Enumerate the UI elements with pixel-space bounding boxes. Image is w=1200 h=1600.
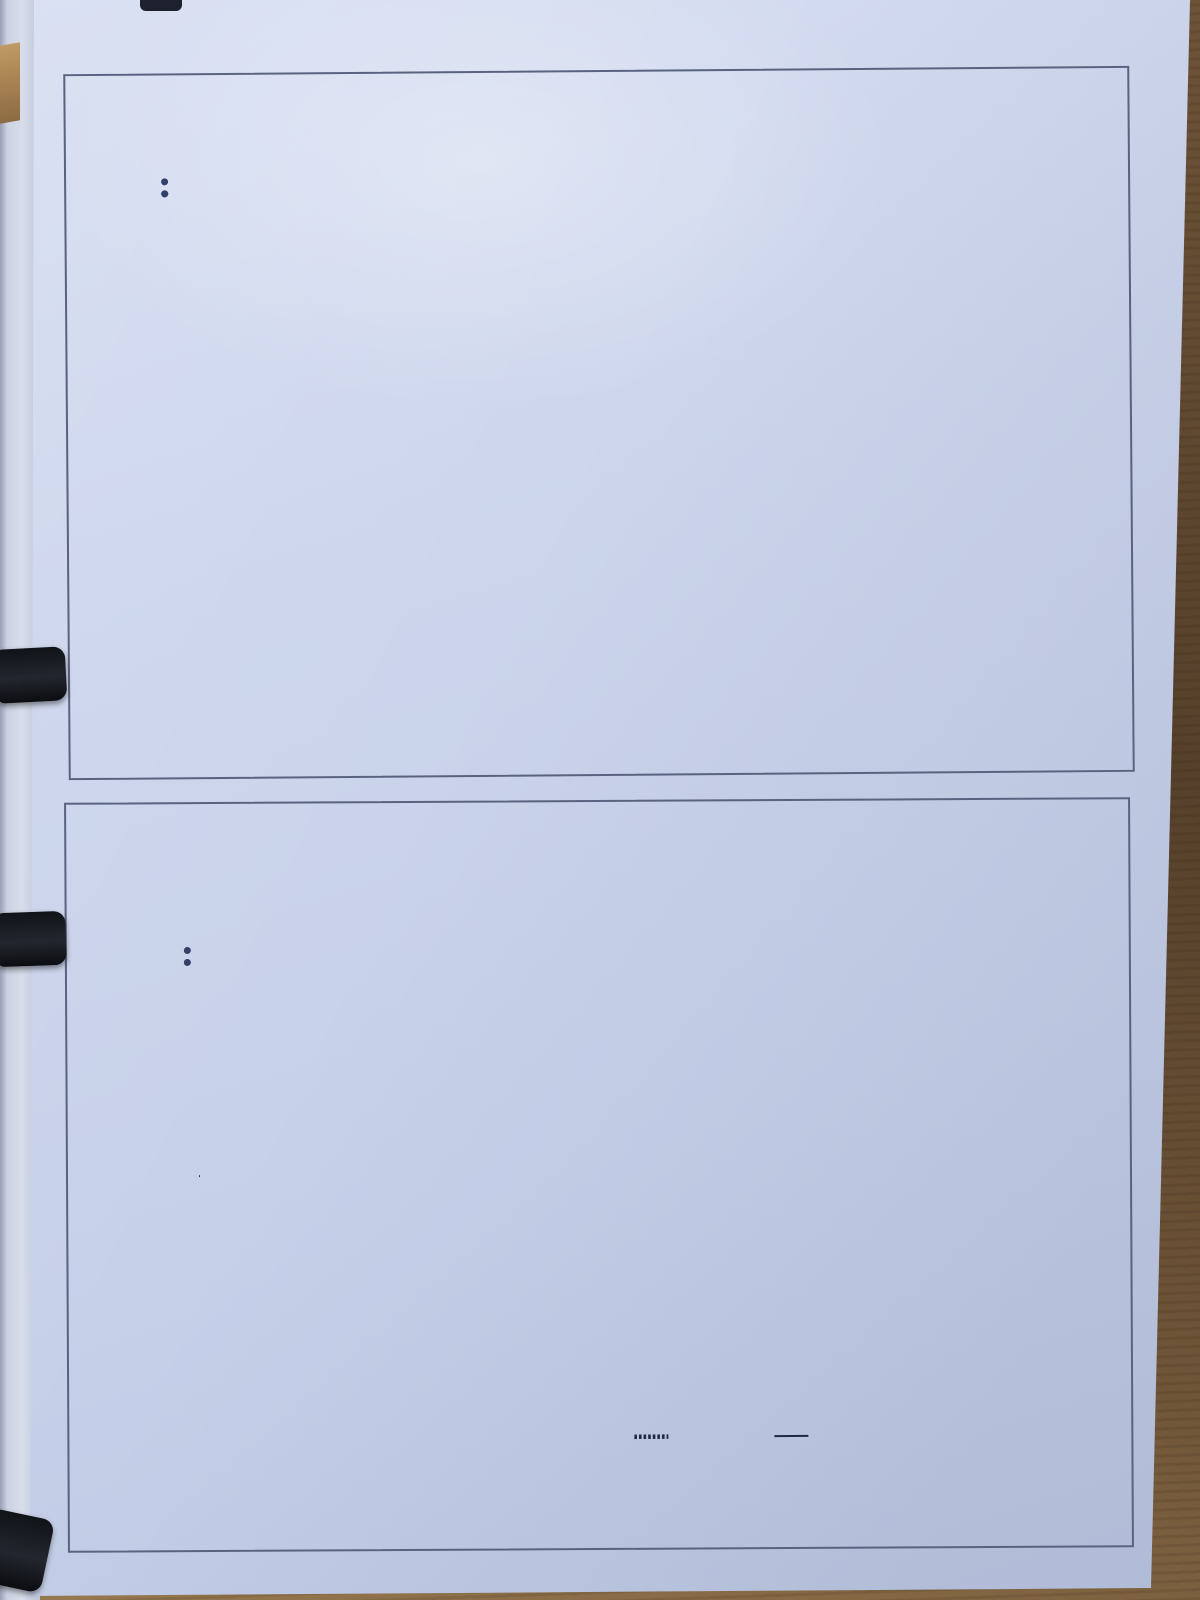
equation-note	[217, 1284, 218, 1408]
slide1-bullet-list	[156, 164, 634, 180]
energy-release-rate-equation	[160, 1170, 200, 1176]
numerical-swatch-icon	[771, 1431, 811, 1441]
fraction-bar	[199, 1175, 200, 1177]
figure-legend	[446, 1430, 1004, 1443]
binding-clip	[140, 0, 182, 11]
binding-tooth	[0, 911, 67, 967]
binding-tooth	[0, 646, 67, 704]
wood-sliver	[0, 42, 20, 124]
bullet-item	[156, 164, 634, 168]
eq-fraction	[199, 1172, 200, 1178]
experimental-swatch-icon	[631, 1432, 671, 1442]
slide-39-frame	[63, 66, 1135, 780]
legend-experimental	[631, 1432, 679, 1442]
legend-numerical	[771, 1431, 819, 1441]
fracture-trace-panels-figure	[444, 933, 1004, 1412]
frequency-length-log-chart	[614, 156, 1051, 537]
bullet-item	[156, 176, 634, 180]
bullet-item	[156, 176, 634, 180]
slide-40-frame	[64, 797, 1134, 1553]
